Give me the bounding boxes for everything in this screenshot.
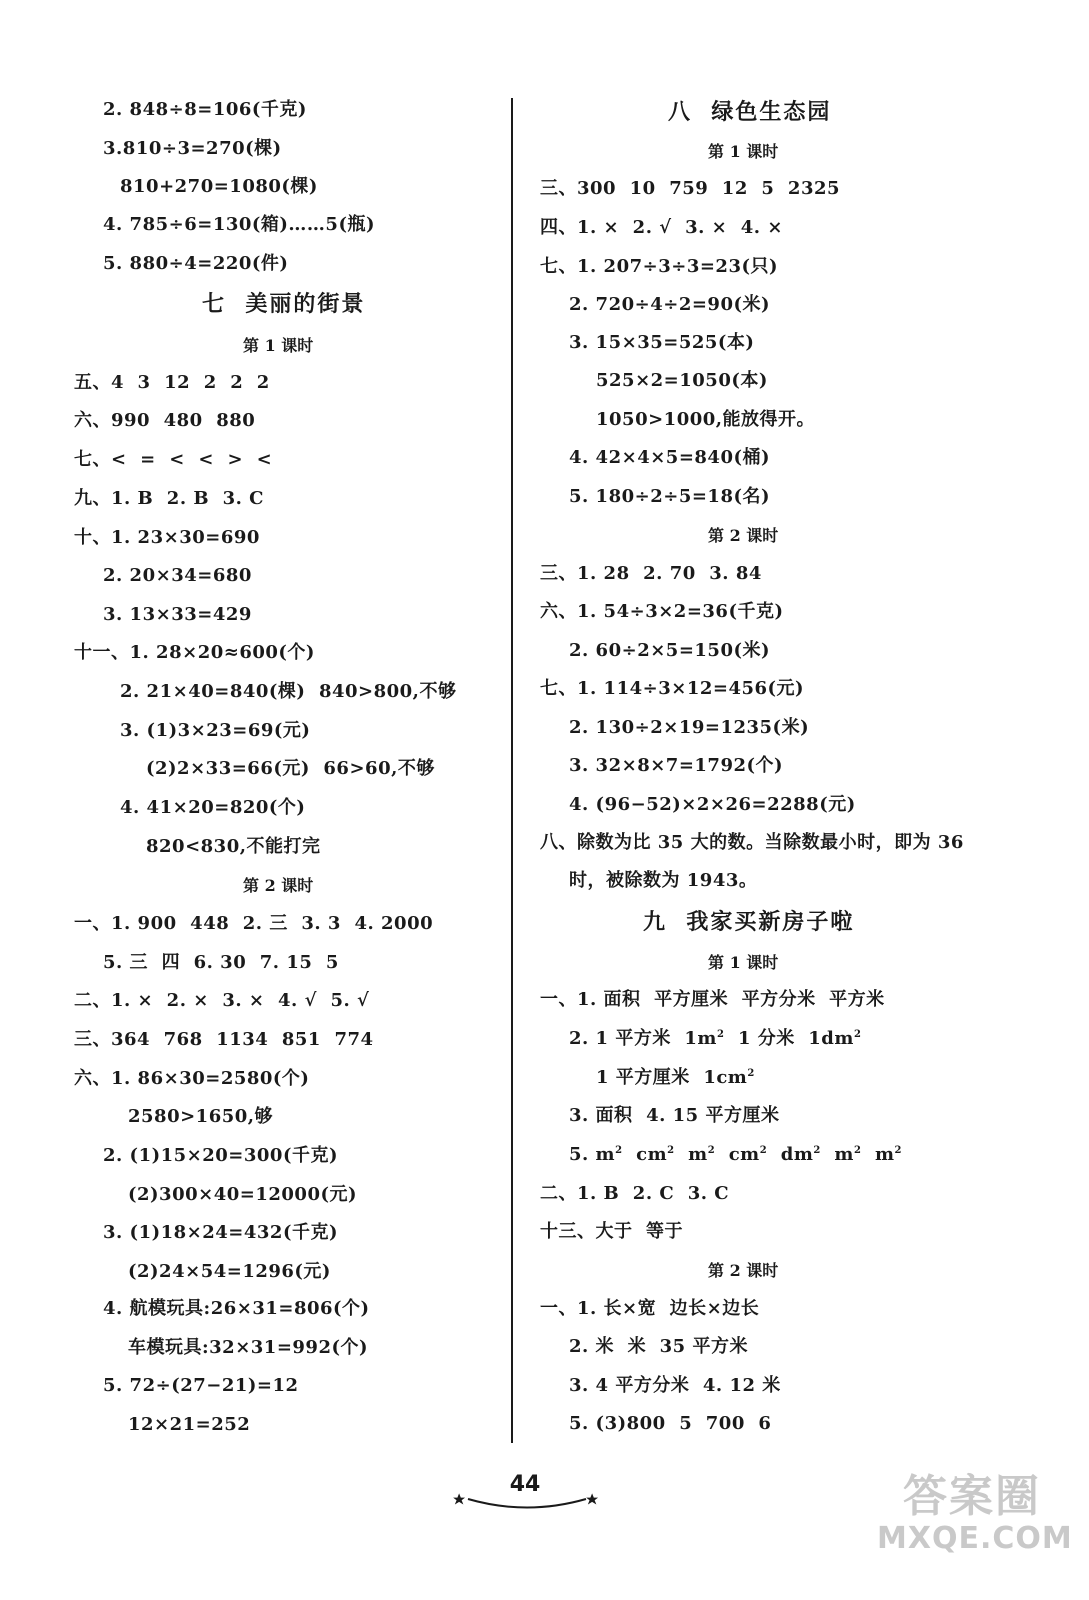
answer-line: 5. $m^2$ $cm^2$ $m^2$ $cm^2$ $dm^2$ $m^2$ $m^2$ <box>569 1144 902 1165</box>
answer-line: 2. 848÷8=106(千克) <box>103 99 307 120</box>
section-title: 八 绿色生态园 <box>668 99 832 125</box>
answer-line: 820<830,不能打完 <box>146 836 321 857</box>
answer-line: 4. 42×4×5=840(桶) <box>569 447 771 468</box>
answer-line: 4. 航模玩具:26×31=806(个) <box>103 1298 370 1319</box>
answer-line: 3. 13×33=429 <box>103 604 252 625</box>
answer-line: 3. 32×8×7=1792(个) <box>569 755 784 776</box>
answer-line: 2. 130÷2×19=1235(米) <box>569 717 810 738</box>
answer-line: 2. 60÷2×5=150(米) <box>569 640 771 661</box>
answer-line: 十三、大于 等于 <box>540 1221 684 1242</box>
answer-line: 2. 1 平方米 $1m^2$ 1 分米 $1dm^2$ <box>569 1028 862 1049</box>
answer-line: 3. 4 平方分米 4. 12 米 <box>569 1375 781 1396</box>
watermark-en: MXQE.COM <box>877 1521 1073 1556</box>
answer-line: 三、364 768 1134 851 774 <box>74 1029 374 1050</box>
answer-line: 车模玩具:32×31=992(个) <box>128 1337 369 1358</box>
answer-line: 4. 41×20=820(个) <box>120 797 306 818</box>
answer-line: 九、1. B 2. B 3. C <box>74 488 264 509</box>
answer-line: 时，被除数为 1943。 <box>569 870 758 891</box>
answer-line: 六、1. 86×30=2580(个) <box>74 1068 310 1089</box>
page-number: 44 <box>509 1472 541 1497</box>
answer-line: 二、1. B 2. C 3. C <box>540 1183 730 1204</box>
answer-line: 十、1. 23×30=690 <box>74 527 260 548</box>
answer-line: 2. 米 米 35 平方米 <box>569 1336 748 1357</box>
answer-line: (2)300×40=12000(元) <box>128 1184 357 1205</box>
answer-line: 五、4 3 12 2 2 2 <box>74 372 270 393</box>
answer-line: 3. (1)18×24=432(千克) <box>103 1222 338 1243</box>
answer-line: 810+270=1080(棵) <box>120 176 318 197</box>
watermark-logo <box>877 1471 1073 1562</box>
answer-line: 1 平方厘米 $1cm^2$ <box>596 1067 755 1088</box>
answer-line: 5. 880÷4=220(件) <box>103 253 289 274</box>
answer-line: 四、1. × 2. √ 3. × 4. × <box>540 217 783 238</box>
answer-line: 一、1. 面积 平方厘米 平方分米 平方米 <box>540 989 885 1010</box>
answer-line: 3. (1)3×23=69(元) <box>120 720 311 741</box>
answer-line: (2)2×33=66(元) 66>60,不够 <box>146 758 435 779</box>
lesson-heading: 第 2 课时 <box>243 876 314 895</box>
answer-line: 三、1. 28 2. 70 3. 84 <box>540 563 762 584</box>
swoosh-line <box>468 1499 586 1508</box>
answer-line: 七、1. 207÷3÷3=23(只) <box>540 256 779 277</box>
lesson-heading: 第 1 课时 <box>708 953 779 972</box>
answer-line: 5. 180÷2÷5=18(名) <box>569 486 771 507</box>
answer-line: 2. (1)15×20=300(千克) <box>103 1145 338 1166</box>
lesson-heading: 第 2 课时 <box>708 526 779 545</box>
answer-line: 三、300 10 759 12 5 2325 <box>540 178 841 199</box>
answer-line: 八、除数为比 35 大的数。当除数最小时，即为 36 <box>540 832 964 853</box>
answer-line: 二、1. × 2. × 3. × 4. √ 5. √ <box>74 990 370 1011</box>
section-title: 九 我家买新房子啦 <box>643 909 855 935</box>
answer-line: 3.810÷3=270(棵) <box>103 138 282 159</box>
answer-line: 一、1. 900 448 2. 三 3. 3 4. 2000 <box>74 913 434 934</box>
answer-line: 3. 面积 4. 15 平方厘米 <box>569 1105 780 1126</box>
answer-line: 12×21=252 <box>128 1414 251 1435</box>
answer-line: 七、1. 114÷3×12=456(元) <box>540 678 805 699</box>
answer-line: 六、1. 54÷3×2=36(千克) <box>540 601 784 622</box>
answer-line: 2. 20×34=680 <box>103 565 252 586</box>
star-icon <box>453 1493 465 1504</box>
lesson-heading: 第 2 课时 <box>708 1261 779 1280</box>
lesson-heading: 第 1 课时 <box>708 142 779 161</box>
answer-line: 2580>1650,够 <box>128 1106 274 1127</box>
watermark-cn: 答案圈 <box>903 1471 1041 1522</box>
section-title: 七 美丽的街景 <box>202 291 366 317</box>
answer-line: 3. 15×35=525(本) <box>569 332 755 353</box>
answer-line: 十一、1. 28×20≈600(个) <box>74 642 315 663</box>
answer-line: 七、< = < < > < <box>74 449 273 470</box>
answer-line: 4. (96−52)×2×26=2288(元) <box>569 794 856 815</box>
answer-line: (2)24×54=1296(元) <box>128 1261 331 1282</box>
answer-line: 1050>1000,能放得开。 <box>596 409 816 430</box>
answer-line: 六、990 480 880 <box>74 410 256 431</box>
answer-line: 525×2=1050(本) <box>596 370 768 391</box>
answer-line: 2. 21×40=840(棵) 840>800,不够 <box>120 681 457 702</box>
answer-line: 5. 72÷(27−21)=12 <box>103 1375 299 1396</box>
answer-line: 2. 720÷4÷2=90(米) <box>569 294 771 315</box>
answer-line: 一、1. 长×宽 边长×边长 <box>540 1298 760 1319</box>
answer-line: 5. 三 四 6. 30 7. 15 5 <box>103 952 339 973</box>
answer-line: 4. 785÷6=130(箱)……5(瓶) <box>103 214 375 235</box>
star-icon <box>586 1493 598 1504</box>
column-divider <box>511 98 513 1443</box>
answer-line: 5. (3)800 5 700 6 <box>569 1413 772 1434</box>
lesson-heading: 第 1 课时 <box>243 336 314 355</box>
